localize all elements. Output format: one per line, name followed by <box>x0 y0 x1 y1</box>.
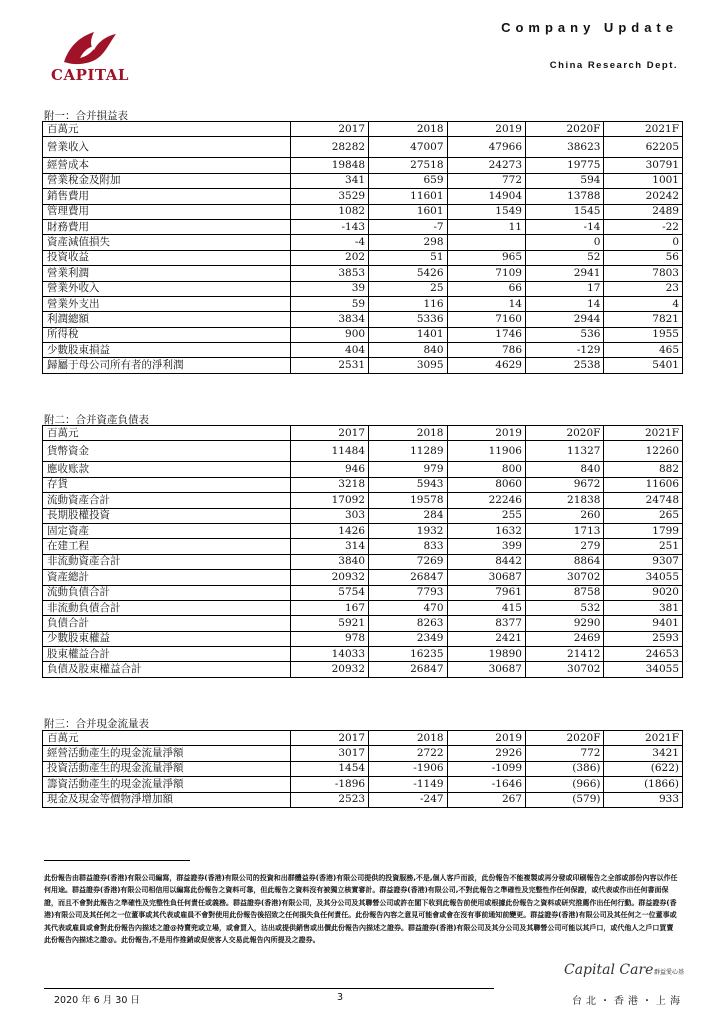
value-cell: 2523 <box>290 792 368 807</box>
value-cell: 9290 <box>525 616 603 631</box>
value-cell: 13788 <box>526 189 604 204</box>
footer-rule <box>44 988 494 989</box>
table-row <box>43 539 683 554</box>
value-cell: 8263 <box>369 616 447 631</box>
value-cell: 1799 <box>604 523 683 538</box>
income-statement-table <box>42 121 683 374</box>
value-cell: 24273 <box>447 158 525 173</box>
logo-text: CAPITAL <box>51 66 129 84</box>
balance-sheet-table <box>42 425 683 678</box>
value-cell: -143 <box>290 219 368 234</box>
row-label: 歸屬于母公司所有者的淨利潤 <box>43 358 291 373</box>
row-label: 營業收入 <box>43 137 291 158</box>
table-row <box>43 761 683 776</box>
value-cell: 11484 <box>290 441 368 462</box>
value-cell: 2722 <box>369 746 447 761</box>
unit-label: 百萬元 <box>43 426 291 441</box>
value-cell: 11289 <box>369 441 447 462</box>
value-cell: 30702 <box>525 570 603 585</box>
table-row <box>43 662 683 677</box>
value-cell: -1896 <box>290 777 368 792</box>
value-cell: 11 <box>447 219 525 234</box>
table-row <box>43 477 683 492</box>
year-header: 2019 <box>447 731 525 746</box>
value-cell: -14 <box>526 219 604 234</box>
value-cell: 399 <box>447 539 525 554</box>
year-header: 2017 <box>290 426 368 441</box>
value-cell: 7793 <box>369 585 447 600</box>
value-cell: 24748 <box>604 493 683 508</box>
year-header: 2017 <box>290 122 368 137</box>
value-cell: 255 <box>447 508 525 523</box>
brand-script-text: Capital Care <box>564 962 654 978</box>
value-cell: 3853 <box>290 266 368 281</box>
value-cell: 5754 <box>290 585 368 600</box>
value-cell: 22246 <box>447 493 525 508</box>
year-header: 2019 <box>447 426 525 441</box>
table-header-row <box>43 731 683 746</box>
value-cell: 3834 <box>290 312 368 327</box>
table-row <box>43 281 683 296</box>
value-cell: 56 <box>604 250 683 265</box>
value-cell: 2926 <box>447 746 525 761</box>
table-row <box>43 343 683 358</box>
year-header: 2018 <box>369 122 447 137</box>
table-row <box>43 158 683 173</box>
value-cell: 23 <box>604 281 683 296</box>
value-cell: 0 <box>526 235 604 250</box>
value-cell: 20242 <box>604 189 683 204</box>
table-row <box>43 746 683 761</box>
value-cell: 17092 <box>290 493 368 508</box>
table-header-row <box>43 122 683 137</box>
table-row <box>43 647 683 662</box>
value-cell: 2538 <box>526 358 604 373</box>
value-cell: 532 <box>525 600 603 615</box>
legal-disclaimer: 此份報告由群益證券(香港)有限公司編寫，群益證券(香港)有限公司的投資和出群體益券(香港)有限公司提供的投資服務,不是,個人客戶而設，此份報告不能複製或再分發或印刷報告之全部或部份內容以作任何用途。群益證券(香港)有限公司相信用以編寫此份報告之資料可靠，但此報告之資料沒有被獨立核實審計。群益證券(香港)有限公司,不對此報告之準確性及完整性作任何保證，或代表或作出任何書面保證，而且不會對此報告之準確性及完整性負任何責任或義務。群益證券(香港)有限公司，及其分公司及其聯營公司或許在閣下收到此報告前使用或根據此份報告之資料或研究推薦作出任何行動。群益證券(香港)有限公司及其任何之一位董事或其代表或雇員不會對使用此份報告後招致之任何損失負任何責任。此份報告內容之意見可能會或會在沒有事前通知前變更。群益證券(香港)有限公司及其任何之一位董事或其代表或雇員或會對此份報告內描述之證@持賣兜或立場，或會買入，沽出或提供銷售或出價此份報告內描述之證券。群益證券(香港)有限公司及其分公司及其聯營公司可能以其戶口，或代他人之戶口買賣此份報告內描述之證@。此份報告,不是用作推銷或促使客人交易此報告內所提及之證券。 <box>44 874 678 945</box>
table-row <box>43 235 683 250</box>
row-label: 負債及股東權益合計 <box>43 662 291 677</box>
value-cell: 404 <box>290 343 368 358</box>
value-cell: 470 <box>369 600 447 615</box>
page-number: 3 <box>337 992 344 1003</box>
value-cell: -247 <box>369 792 447 807</box>
table-row <box>43 570 683 585</box>
value-cell: 900 <box>290 327 368 342</box>
row-label: 固定資產 <box>43 523 291 538</box>
row-label: 管理費用 <box>43 204 291 219</box>
row-label: 營業稅金及附加 <box>43 173 291 188</box>
table-row <box>43 600 683 615</box>
value-cell: -1099 <box>447 761 525 776</box>
value-cell: 882 <box>604 462 683 477</box>
year-header: 2021F <box>604 122 683 137</box>
value-cell: 1955 <box>604 327 683 342</box>
value-cell: 381 <box>604 600 683 615</box>
value-cell: 39 <box>290 281 368 296</box>
value-cell: 25 <box>369 281 447 296</box>
year-header: 2017 <box>290 731 368 746</box>
value-cell: 7109 <box>447 266 525 281</box>
row-label: 營業外收入 <box>43 281 291 296</box>
unit-label: 百萬元 <box>43 731 291 746</box>
value-cell: 594 <box>526 173 604 188</box>
value-cell: 27518 <box>369 158 447 173</box>
row-label: 在建工程 <box>43 539 291 554</box>
table-row <box>43 266 683 281</box>
value-cell: 14033 <box>290 647 368 662</box>
value-cell: 19775 <box>526 158 604 173</box>
value-cell: 14904 <box>447 189 525 204</box>
value-cell: 978 <box>290 631 368 646</box>
value-cell: 840 <box>525 462 603 477</box>
value-cell: 5921 <box>290 616 368 631</box>
value-cell: 1932 <box>369 523 447 538</box>
value-cell: 16235 <box>369 647 447 662</box>
value-cell: 5426 <box>369 266 447 281</box>
value-cell: 1549 <box>447 204 525 219</box>
value-cell: 2944 <box>526 312 604 327</box>
value-cell: 2593 <box>604 631 683 646</box>
value-cell: 11601 <box>369 189 447 204</box>
value-cell: 341 <box>290 173 368 188</box>
value-cell: -7 <box>369 219 447 234</box>
value-cell: 786 <box>447 343 525 358</box>
phoenix-logo-icon <box>60 28 120 68</box>
row-label: 應收账款 <box>43 462 291 477</box>
value-cell: 3017 <box>290 746 368 761</box>
year-header: 2021F <box>604 426 683 441</box>
table-row <box>43 137 683 158</box>
table-row <box>43 508 683 523</box>
year-header: 2018 <box>369 731 447 746</box>
value-cell: 965 <box>447 250 525 265</box>
value-cell: 1713 <box>525 523 603 538</box>
value-cell: 30687 <box>447 662 525 677</box>
value-cell: 7269 <box>369 554 447 569</box>
value-cell: 1632 <box>447 523 525 538</box>
value-cell: 303 <box>290 508 368 523</box>
value-cell: -4 <box>290 235 368 250</box>
table-row <box>43 189 683 204</box>
table-row <box>43 441 683 462</box>
value-cell: 314 <box>290 539 368 554</box>
value-cell: 8377 <box>447 616 525 631</box>
value-cell: (579) <box>526 792 604 807</box>
value-cell: -1149 <box>369 777 447 792</box>
value-cell: 17 <box>526 281 604 296</box>
table-row <box>43 631 683 646</box>
value-cell: 1001 <box>604 173 683 188</box>
table-row <box>43 312 683 327</box>
table-row <box>43 296 683 311</box>
year-header: 2018 <box>369 426 447 441</box>
value-cell: 772 <box>447 173 525 188</box>
row-label: 銷售費用 <box>43 189 291 204</box>
value-cell: 4629 <box>447 358 525 373</box>
table-row <box>43 616 683 631</box>
value-cell: (622) <box>604 761 683 776</box>
table-row <box>43 792 683 807</box>
value-cell: 66 <box>447 281 525 296</box>
value-cell: 1746 <box>447 327 525 342</box>
value-cell: 21412 <box>525 647 603 662</box>
value-cell: 933 <box>604 792 683 807</box>
value-cell: 20932 <box>290 662 368 677</box>
value-cell: 8060 <box>447 477 525 492</box>
income-statement-title: 附一：合并損益表 <box>44 110 128 122</box>
table-row <box>43 250 683 265</box>
value-cell: 19578 <box>369 493 447 508</box>
value-cell: 8758 <box>525 585 603 600</box>
row-label: 現金及現金等價物淨增加額 <box>43 792 291 807</box>
value-cell: (1866) <box>604 777 683 792</box>
value-cell: 26847 <box>369 662 447 677</box>
table-header-row <box>43 426 683 441</box>
value-cell: 2469 <box>525 631 603 646</box>
value-cell: 5943 <box>369 477 447 492</box>
value-cell: 284 <box>369 508 447 523</box>
row-label: 經營活動產生的現金流量淨額 <box>43 746 291 761</box>
company-logo <box>44 28 136 84</box>
value-cell: 0 <box>604 235 683 250</box>
value-cell: 5336 <box>369 312 447 327</box>
value-cell: 3218 <box>290 477 368 492</box>
value-cell: 19890 <box>447 647 525 662</box>
value-cell: 979 <box>369 462 447 477</box>
value-cell: 465 <box>604 343 683 358</box>
value-cell: 11606 <box>604 477 683 492</box>
value-cell: 946 <box>290 462 368 477</box>
value-cell: 1601 <box>369 204 447 219</box>
value-cell: 8864 <box>525 554 603 569</box>
value-cell: 34055 <box>604 662 683 677</box>
value-cell: 20932 <box>290 570 368 585</box>
table-row <box>43 493 683 508</box>
table-row <box>43 204 683 219</box>
row-label: 流動資產合計 <box>43 493 291 508</box>
value-cell: 833 <box>369 539 447 554</box>
value-cell: 4 <box>604 296 683 311</box>
value-cell: (386) <box>526 761 604 776</box>
row-label: 長期股權投資 <box>43 508 291 523</box>
value-cell: 3529 <box>290 189 368 204</box>
year-header: 2021F <box>604 731 683 746</box>
value-cell: 167 <box>290 600 368 615</box>
value-cell: 8442 <box>447 554 525 569</box>
value-cell: 772 <box>526 746 604 761</box>
row-label: 投資收益 <box>43 250 291 265</box>
value-cell: 7160 <box>447 312 525 327</box>
value-cell: 47007 <box>369 137 447 158</box>
value-cell: 30791 <box>604 158 683 173</box>
value-cell: 659 <box>369 173 447 188</box>
value-cell: 9672 <box>525 477 603 492</box>
brand-chinese-text: 群益愛心基 <box>653 969 684 976</box>
unit-label: 百萬元 <box>43 122 291 137</box>
row-label: 財務費用 <box>43 219 291 234</box>
row-label: 少數股東權益 <box>43 631 291 646</box>
value-cell: 21838 <box>525 493 603 508</box>
row-label: 所得稅 <box>43 327 291 342</box>
value-cell <box>447 235 525 250</box>
value-cell: 2349 <box>369 631 447 646</box>
value-cell: 11327 <box>525 441 603 462</box>
value-cell: 26847 <box>369 570 447 585</box>
table-row <box>43 219 683 234</box>
value-cell: 7803 <box>604 266 683 281</box>
row-label: 經營成本 <box>43 158 291 173</box>
row-label: 投資活動產生的現金流量淨額 <box>43 761 291 776</box>
value-cell: -1646 <box>447 777 525 792</box>
report-date: 2020 年 6 月 30 日 <box>54 995 140 1006</box>
table-row <box>43 585 683 600</box>
value-cell: 800 <box>447 462 525 477</box>
row-label: 存貨 <box>43 477 291 492</box>
year-header: 2019 <box>447 122 525 137</box>
table-row <box>43 462 683 477</box>
table-row <box>43 327 683 342</box>
value-cell: 12260 <box>604 441 683 462</box>
row-label: 流動負債合計 <box>43 585 291 600</box>
value-cell: 260 <box>525 508 603 523</box>
row-label: 非流動負債合計 <box>43 600 291 615</box>
value-cell: 47966 <box>447 137 525 158</box>
value-cell: 1545 <box>526 204 604 219</box>
value-cell: 30702 <box>525 662 603 677</box>
value-cell: 11906 <box>447 441 525 462</box>
value-cell: -22 <box>604 219 683 234</box>
cash-flow-title: 附三：合并現金流量表 <box>44 718 149 730</box>
value-cell: 116 <box>369 296 447 311</box>
value-cell: 415 <box>447 600 525 615</box>
row-label: 資產總計 <box>43 570 291 585</box>
value-cell: 19848 <box>290 158 368 173</box>
value-cell: 52 <box>526 250 604 265</box>
value-cell: -129 <box>526 343 604 358</box>
row-label: 利潤總額 <box>43 312 291 327</box>
value-cell: 14 <box>526 296 604 311</box>
value-cell: 2941 <box>526 266 604 281</box>
value-cell: (966) <box>526 777 604 792</box>
value-cell: -1906 <box>369 761 447 776</box>
row-label: 少數股東損益 <box>43 343 291 358</box>
value-cell: 267 <box>447 792 525 807</box>
value-cell: 536 <box>526 327 604 342</box>
value-cell: 14 <box>447 296 525 311</box>
table-row <box>43 554 683 569</box>
value-cell: 38623 <box>526 137 604 158</box>
capital-care-brand <box>564 962 684 982</box>
value-cell: 51 <box>369 250 447 265</box>
table-row <box>43 777 683 792</box>
value-cell: 5401 <box>604 358 683 373</box>
table-row <box>43 358 683 373</box>
value-cell: 265 <box>604 508 683 523</box>
year-header: 2020F <box>526 731 604 746</box>
row-label: 營業利潤 <box>43 266 291 281</box>
cash-flow-table <box>42 730 683 808</box>
value-cell: 34055 <box>604 570 683 585</box>
value-cell: 3421 <box>604 746 683 761</box>
value-cell: 59 <box>290 296 368 311</box>
balance-sheet-title: 附二：合并資產負債表 <box>44 414 149 426</box>
value-cell: 9401 <box>604 616 683 631</box>
row-label: 股東權益合計 <box>43 647 291 662</box>
table-row <box>43 173 683 188</box>
report-type-title: Company Update <box>501 20 678 35</box>
row-label: 營業外支出 <box>43 296 291 311</box>
row-label: 貨幣資金 <box>43 441 291 462</box>
value-cell: 1401 <box>369 327 447 342</box>
value-cell: 7961 <box>447 585 525 600</box>
value-cell: 1426 <box>290 523 368 538</box>
value-cell: 2421 <box>447 631 525 646</box>
value-cell: 24653 <box>604 647 683 662</box>
value-cell: 1082 <box>290 204 368 219</box>
value-cell: 2489 <box>604 204 683 219</box>
value-cell: 30687 <box>447 570 525 585</box>
value-cell: 279 <box>525 539 603 554</box>
value-cell: 9307 <box>604 554 683 569</box>
value-cell: 28282 <box>290 137 368 158</box>
value-cell: 7821 <box>604 312 683 327</box>
value-cell: 3840 <box>290 554 368 569</box>
value-cell: 251 <box>604 539 683 554</box>
value-cell: 840 <box>369 343 447 358</box>
value-cell: 3095 <box>369 358 447 373</box>
value-cell: 202 <box>290 250 368 265</box>
row-label: 非流動資產合計 <box>43 554 291 569</box>
row-label: 負債合計 <box>43 616 291 631</box>
value-cell: 62205 <box>604 137 683 158</box>
office-cities: 台北・香港・上海 <box>572 996 684 1007</box>
value-cell: 298 <box>369 235 447 250</box>
year-header: 2020F <box>526 122 604 137</box>
footnote-divider <box>44 860 190 861</box>
value-cell: 2531 <box>290 358 368 373</box>
value-cell: 1454 <box>290 761 368 776</box>
table-row <box>43 523 683 538</box>
row-label: 籌資活動產生的現金流量淨額 <box>43 777 291 792</box>
department-subtitle: China Research Dept. <box>549 60 678 71</box>
year-header: 2020F <box>525 426 603 441</box>
value-cell: 9020 <box>604 585 683 600</box>
row-label: 資產減值損失 <box>43 235 291 250</box>
